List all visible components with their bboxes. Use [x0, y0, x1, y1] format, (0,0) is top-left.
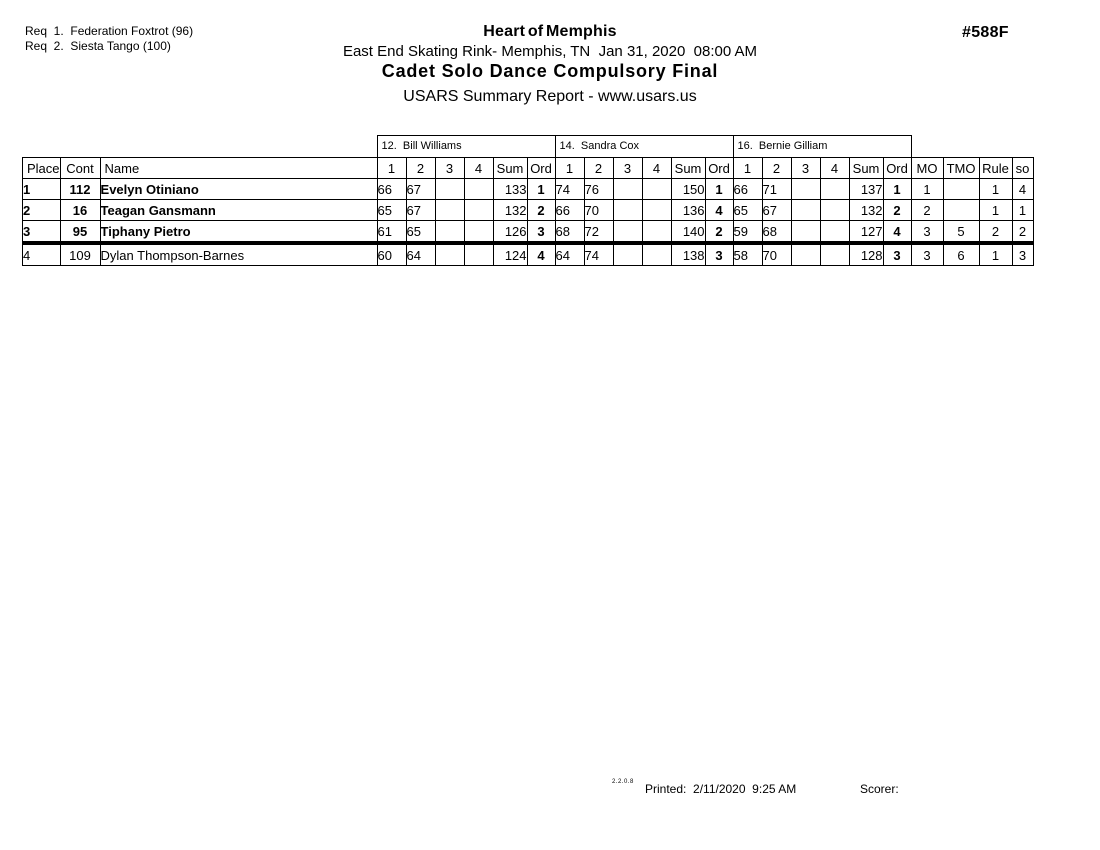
- score-cell: 67: [762, 200, 791, 221]
- score-cell: 68: [762, 221, 791, 244]
- sum-cell: 136: [671, 200, 705, 221]
- score-cell: 61: [377, 221, 406, 244]
- score-header: 4: [642, 158, 671, 179]
- tmo-header: TMO: [943, 158, 979, 179]
- ord-cell: 2: [883, 200, 911, 221]
- report-header: [0, 23, 1100, 106]
- sum-cell: 140: [671, 221, 705, 244]
- sum-cell: 128: [849, 243, 883, 266]
- score-cell: 66: [733, 179, 762, 200]
- place-cell: 4: [23, 243, 61, 266]
- cont-header: Cont: [60, 158, 100, 179]
- score-header: 1: [377, 158, 406, 179]
- score-cell: [613, 243, 642, 266]
- mo-cell: 3: [911, 221, 943, 244]
- score-cell: [435, 200, 464, 221]
- requirement-2: Req 2. Siesta Tango (100): [25, 39, 171, 53]
- ord-cell: 4: [527, 243, 555, 266]
- sum-cell: 150: [671, 179, 705, 200]
- sum-cell: 126: [493, 221, 527, 244]
- mo-cell: 2: [911, 200, 943, 221]
- sum-cell: 133: [493, 179, 527, 200]
- score-cell: [464, 243, 493, 266]
- so-cell: 3: [1012, 243, 1033, 266]
- score-cell: [642, 200, 671, 221]
- score-cell: 60: [377, 243, 406, 266]
- ord-cell: 1: [527, 179, 555, 200]
- score-cell: [613, 221, 642, 244]
- score-cell: [464, 179, 493, 200]
- table-row: [23, 200, 1034, 221]
- event-title: Cadet Solo Dance Compulsory Final: [381, 61, 719, 81]
- place-header: Place: [23, 158, 61, 179]
- score-header: 2: [762, 158, 791, 179]
- score-header: 4: [464, 158, 493, 179]
- score-header: 2: [406, 158, 435, 179]
- ord-header: Ord: [883, 158, 911, 179]
- score-cell: [642, 221, 671, 244]
- score-cell: 70: [762, 243, 791, 266]
- score-cell: 64: [406, 243, 435, 266]
- table-row: [23, 179, 1034, 200]
- sum-cell: 137: [849, 179, 883, 200]
- sum-header: Sum: [493, 158, 527, 179]
- score-cell: 72: [584, 221, 613, 244]
- score-cell: [435, 221, 464, 244]
- score-cell: 67: [406, 200, 435, 221]
- skater-name-cell: Tiphany Pietro: [100, 221, 377, 244]
- score-header: 4: [820, 158, 849, 179]
- score-cell: 65: [406, 221, 435, 244]
- score-header: 3: [613, 158, 642, 179]
- score-cell: [435, 243, 464, 266]
- score-cell: 59: [733, 221, 762, 244]
- spacer: [23, 136, 378, 158]
- score-cell: 64: [555, 243, 584, 266]
- score-cell: [791, 243, 820, 266]
- score-cell: 66: [377, 179, 406, 200]
- ord-cell: 3: [705, 243, 733, 266]
- judge-header-row: [23, 136, 1034, 158]
- score-cell: [820, 221, 849, 244]
- ord-cell: 4: [705, 200, 733, 221]
- results-table: [22, 135, 1034, 266]
- tmo-cell: 5: [943, 221, 979, 244]
- so-cell: 1: [1012, 200, 1033, 221]
- tmo-cell: [943, 179, 979, 200]
- skater-name-cell: Dylan Thompson-Barnes: [100, 243, 377, 266]
- table-row: [23, 243, 1034, 266]
- scorer-label: Scorer:: [860, 782, 899, 796]
- cont-cell: 112: [60, 179, 100, 200]
- ord-header: Ord: [705, 158, 733, 179]
- mo-cell: 1: [911, 179, 943, 200]
- skater-name-cell: Evelyn Otiniano: [100, 179, 377, 200]
- score-cell: [791, 221, 820, 244]
- place-cell: 2: [23, 200, 61, 221]
- score-cell: [820, 243, 849, 266]
- score-header: 3: [435, 158, 464, 179]
- judge-header-2: 14. Sandra Cox: [555, 136, 733, 158]
- event-number: #588F: [962, 24, 1009, 41]
- name-header: Name: [100, 158, 377, 179]
- score-cell: 67: [406, 179, 435, 200]
- ord-cell: 3: [527, 221, 555, 244]
- score-cell: [435, 179, 464, 200]
- score-header: 1: [733, 158, 762, 179]
- competition-title: Heart of Memphis: [483, 23, 617, 40]
- column-header-row: [23, 158, 1034, 179]
- printed-timestamp: Printed: 2/11/2020 9:25 AM: [645, 782, 797, 796]
- rule-cell: 1: [979, 243, 1012, 266]
- score-header: 2: [584, 158, 613, 179]
- score-cell: 74: [555, 179, 584, 200]
- score-cell: [642, 243, 671, 266]
- score-cell: [613, 200, 642, 221]
- score-cell: 65: [733, 200, 762, 221]
- cont-cell: 16: [60, 200, 100, 221]
- sum-header: Sum: [849, 158, 883, 179]
- score-cell: 68: [555, 221, 584, 244]
- ord-cell: 4: [883, 221, 911, 244]
- sum-cell: 132: [493, 200, 527, 221]
- score-cell: 71: [762, 179, 791, 200]
- judge-header-3: 16. Bernie Gilliam: [733, 136, 911, 158]
- score-header: 1: [555, 158, 584, 179]
- venue-line: East End Skating Rink- Memphis, TN Jan 31, 2020 08:00 AM: [342, 43, 758, 60]
- sum-cell: 132: [849, 200, 883, 221]
- ord-header: Ord: [527, 158, 555, 179]
- so-cell: 2: [1012, 221, 1033, 244]
- report-type-line: USARS Summary Report - www.usars.us: [403, 88, 697, 105]
- score-cell: [613, 179, 642, 200]
- sum-header: Sum: [671, 158, 705, 179]
- ord-cell: 3: [883, 243, 911, 266]
- score-cell: 58: [733, 243, 762, 266]
- requirement-1: Req 1. Federation Foxtrot (96): [25, 24, 194, 38]
- place-cell: 1: [23, 179, 61, 200]
- score-cell: [464, 221, 493, 244]
- rule-header: Rule: [979, 158, 1012, 179]
- table-row: [23, 221, 1034, 244]
- score-cell: 74: [584, 243, 613, 266]
- skater-name-cell: Teagan Gansmann: [100, 200, 377, 221]
- score-cell: [820, 179, 849, 200]
- so-header: so: [1012, 158, 1033, 179]
- sum-cell: 124: [493, 243, 527, 266]
- report-version: 2.2.0.8: [612, 779, 634, 785]
- rule-cell: 2: [979, 221, 1012, 244]
- score-cell: [791, 179, 820, 200]
- score-cell: [791, 200, 820, 221]
- ord-cell: 2: [527, 200, 555, 221]
- spacer: [911, 136, 1033, 158]
- score-cell: 76: [584, 179, 613, 200]
- mo-header: MO: [911, 158, 943, 179]
- score-cell: 70: [584, 200, 613, 221]
- rule-cell: 1: [979, 200, 1012, 221]
- sum-cell: 138: [671, 243, 705, 266]
- ord-cell: 2: [705, 221, 733, 244]
- ord-cell: 1: [883, 179, 911, 200]
- score-header: 3: [791, 158, 820, 179]
- tmo-cell: 6: [943, 243, 979, 266]
- cont-cell: 95: [60, 221, 100, 244]
- cont-cell: 109: [60, 243, 100, 266]
- score-cell: 65: [377, 200, 406, 221]
- rule-cell: 1: [979, 179, 1012, 200]
- ord-cell: 1: [705, 179, 733, 200]
- score-cell: [464, 200, 493, 221]
- tmo-cell: [943, 200, 979, 221]
- judge-header-1: 12. Bill Williams: [377, 136, 555, 158]
- score-cell: [820, 200, 849, 221]
- sum-cell: 127: [849, 221, 883, 244]
- score-cell: [642, 179, 671, 200]
- place-cell: 3: [23, 221, 61, 244]
- mo-cell: 3: [911, 243, 943, 266]
- score-cell: 66: [555, 200, 584, 221]
- so-cell: 4: [1012, 179, 1033, 200]
